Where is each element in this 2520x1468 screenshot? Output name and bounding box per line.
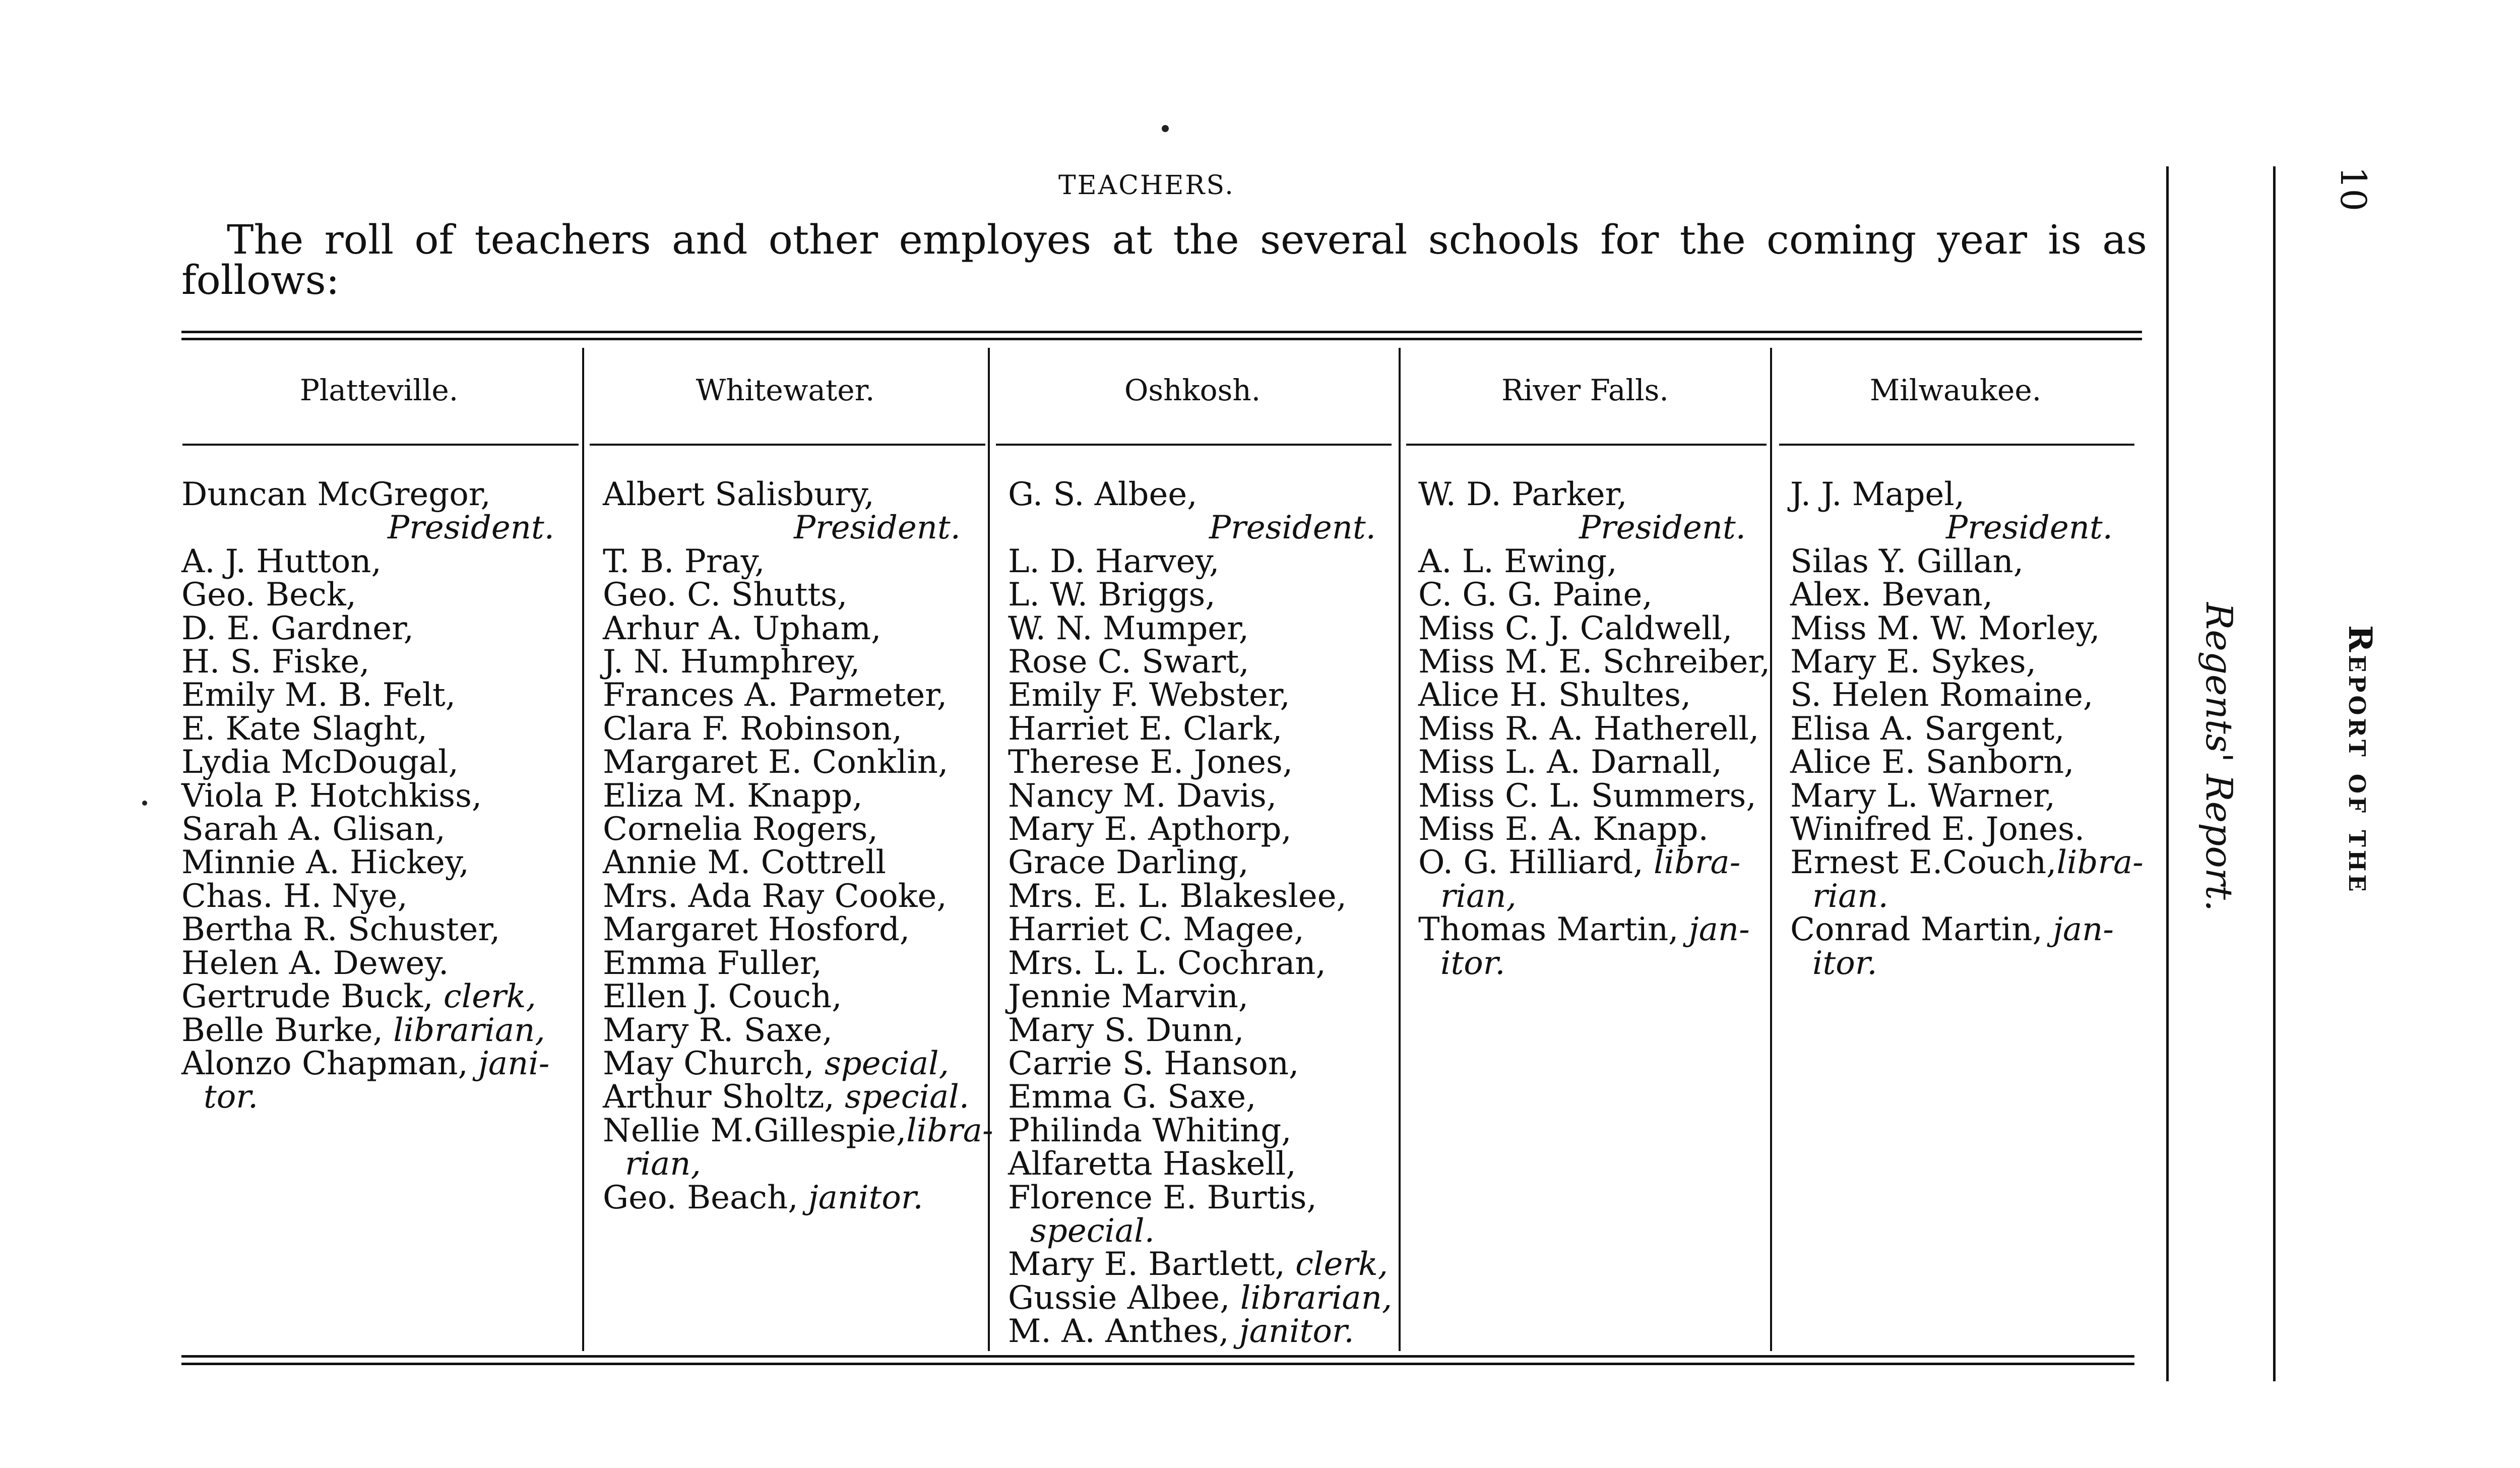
column-header-milwaukee: Milwaukee. [1869,373,2042,407]
page-heading: TEACHERS. [1058,170,1235,201]
staff-entry: Arhur A. Upham, [603,609,881,647]
staff-entry: Philinda Whiting, [1008,1112,1292,1149]
column-divider [1399,348,1401,1351]
staff-entry: President. [1946,509,2113,547]
staff-entry: Miss C. L. Summers, [1418,777,1756,815]
staff-entry: Chas. H. Nye, [181,877,408,915]
header-rule [1779,444,2134,446]
staff-entry: Geo. C. Shutts, [603,576,848,614]
staff-entry: Duncan McGregor, [181,476,491,513]
staff-entry: itor. [1812,944,1877,982]
staff-entry: Miss C. J. Caldwell, [1418,609,1733,647]
staff-entry: C. G. G. Paine, [1418,576,1653,614]
header-rule [996,444,1392,446]
staff-entry: D. E. Gardner, [181,609,414,647]
column-header-whitewater: Whitewater. [696,373,875,407]
staff-entry: Miss L. A. Darnall, [1418,744,1722,781]
staff-entry: Alfaretta Haskell, [1008,1145,1296,1183]
table-bottom-rule [181,1363,2134,1365]
staff-entry: A. L. Ewing, [1418,542,1617,580]
staff-entry: Emma G. Saxe, [1008,1078,1256,1116]
staff-entry: Helen A. Dewey. [181,944,449,982]
staff-entry: W. N. Mumper, [1008,609,1249,647]
staff-entry: O. G. Hilliard, libra- [1418,844,1741,882]
staff-entry: Miss M. W. Morley, [1790,609,2100,647]
staff-entry: Carrie S. Hanson, [1008,1045,1299,1082]
staff-entry: Mrs. E. L. Blakeslee, [1008,877,1347,915]
staff-entry: Miss E. A. Knapp. [1418,811,1709,848]
staff-entry: Clara F. Robinson, [603,710,903,748]
staff-entry: Lydia McDougal, [181,744,459,781]
column-divider [988,348,990,1351]
staff-entry: M. A. Anthes, janitor. [1008,1313,1354,1351]
staff-entry: Alonzo Chapman, jani- [181,1045,550,1082]
column-platteville [181,478,575,1114]
staff-entry: Bertha R. Schuster, [181,911,500,949]
staff-entry: Margaret E. Conklin, [603,744,949,781]
staff-entry: Mrs. Ada Ray Cooke, [603,877,947,915]
staff-entry: Minnie A. Hickey, [181,844,469,882]
staff-entry: Ellen J. Couch, [603,978,842,1016]
staff-entry: Viola P. Hotchkiss, [181,777,482,815]
staff-entry: H. S. Fiske, [181,643,370,681]
header-rule [1406,444,1767,446]
staff-entry: Thomas Martin, jan- [1418,911,1750,949]
staff-entry: May Church, special, [603,1045,949,1082]
staff-entry: Mary L. Warner, [1790,777,2055,815]
column-milwaukee [1790,476,2144,982]
staff-entry: Alice E. Sanborn, [1790,744,2074,781]
staff-entry: Gertrude Buck, clerk, [181,978,536,1016]
page-number: 10 [2333,166,2374,212]
staff-entry: L. W. Briggs, [1008,576,1216,614]
staff-entry: Ernest E.Couch,libra- [1790,844,2144,882]
staff-entry: Alice H. Shultes, [1418,677,1691,714]
staff-entry: Albert Salisbury, [603,476,874,513]
staff-entry: Mrs. L. L. Cochran, [1008,944,1326,982]
staff-entry: Mary E. Sykes, [1790,643,2037,681]
staff-entry: itor. [1440,944,1505,982]
staff-entry: President. [388,509,554,547]
staff-entry: Emily M. B. Felt, [181,677,456,714]
staff-entry: Silas Y. Gillan, [1790,542,2024,580]
staff-entry: Annie M. Cottrell [603,844,886,882]
staff-entry: Emily F. Webster, [1008,677,1290,714]
staff-entry: rian, [625,1145,701,1183]
staff-entry: Mary S. Dunn, [1008,1011,1244,1049]
staff-entry: Emma Fuller, [603,944,822,982]
header-rule [182,444,579,446]
staff-entry: rian, [1440,877,1517,915]
staff-entry: Sarah A. Glisan, [181,811,446,848]
running-subtitle: Regents' Report. [2198,602,2240,911]
staff-entry: Cornelia Rogers, [603,811,878,848]
staff-entry: Harriet E. Clark, [1008,710,1283,748]
staff-entry: Rose C. Swart, [1008,643,1249,681]
staff-entry: Geo. Beach, janitor. [603,1179,923,1216]
staff-entry: W. D. Parker, [1418,476,1627,513]
column-header-platteville: Platteville. [299,373,459,407]
staff-entry: Nancy M. Davis, [1008,777,1277,815]
staff-entry: Nellie M.Gillespie,libra- [603,1112,993,1149]
column-divider [582,348,584,1351]
staff-entry: Alex. Bevan, [1790,576,1993,614]
column-river-falls [1418,476,1771,982]
margin-rule [2273,166,2276,1381]
staff-entry: Frances A. Parmeter, [603,677,948,714]
staff-entry: Grace Darling, [1008,844,1249,882]
staff-entry: Elisa A. Sargent, [1790,710,2065,748]
staff-entry: Gussie Albee, librarian, [1008,1279,1393,1317]
staff-entry: J. N. Humphrey, [603,643,860,681]
staff-entry: Arthur Sholtz, special. [603,1078,970,1116]
column-divider [1770,348,1772,1351]
staff-entry: Jennie Marvin, [1008,978,1249,1016]
staff-entry: Florence E. Burtis, [1008,1179,1317,1216]
staff-entry: J. J. Mapel, [1790,476,1965,513]
margin-rule [2166,166,2169,1381]
staff-entry: President. [1209,509,1376,547]
staff-entry: L. D. Harvey, [1008,542,1220,580]
ink-dot [142,801,147,806]
staff-entry: President. [1579,509,1746,547]
staff-entry: Mary R. Saxe, [603,1011,833,1049]
column-whitewater [603,476,993,1216]
staff-entry: Mary E. Bartlett, clerk, [1008,1246,1389,1283]
staff-entry: Conrad Martin, jan- [1790,911,2114,949]
staff-entry: Therese E. Jones, [1008,744,1293,781]
staff-entry: President. [794,509,961,547]
column-header-oshkosh: Oshkosh. [1124,373,1261,407]
staff-entry: Harriet C. Magee, [1008,911,1304,949]
column-oshkosh [1008,478,1396,1349]
staff-entry: S. Helen Romaine, [1790,677,2094,714]
table-bottom-rule [181,1355,2134,1358]
header-rule [590,444,985,446]
staff-entry: Geo. Beck, [181,576,356,614]
running-title: Report of the [2341,625,2379,895]
ink-dot [1162,125,1169,132]
staff-entry: rian. [1812,877,1888,915]
staff-entry: G. S. Albee, [1008,476,1198,513]
intro-paragraph: The roll of teachers and other employes at the several schools for the coming year is as follows: [181,216,2147,303]
staff-entry: Margaret Hosford, [603,911,910,949]
staff-entry: special. [1030,1212,1155,1250]
staff-entry: tor. [204,1078,259,1116]
staff-entry: Mary E. Apthorp, [1008,811,1292,848]
staff-entry: Belle Burke, librarian, [181,1011,545,1049]
table-top-rule [181,338,2142,340]
staff-entry: Eliza M. Knapp, [603,777,863,815]
staff-entry: A. J. Hutton, [181,542,382,580]
staff-entry: Miss M. E. Schreiber, [1418,643,1771,681]
column-header-river-falls: River Falls. [1501,373,1669,407]
staff-entry: E. Kate Slaght, [181,710,428,748]
table-top-rule [181,331,2142,333]
staff-entry: Miss R. A. Hatherell, [1418,710,1759,748]
staff-entry: Winifred E. Jones. [1790,811,2085,848]
staff-entry: T. B. Pray, [603,542,765,580]
